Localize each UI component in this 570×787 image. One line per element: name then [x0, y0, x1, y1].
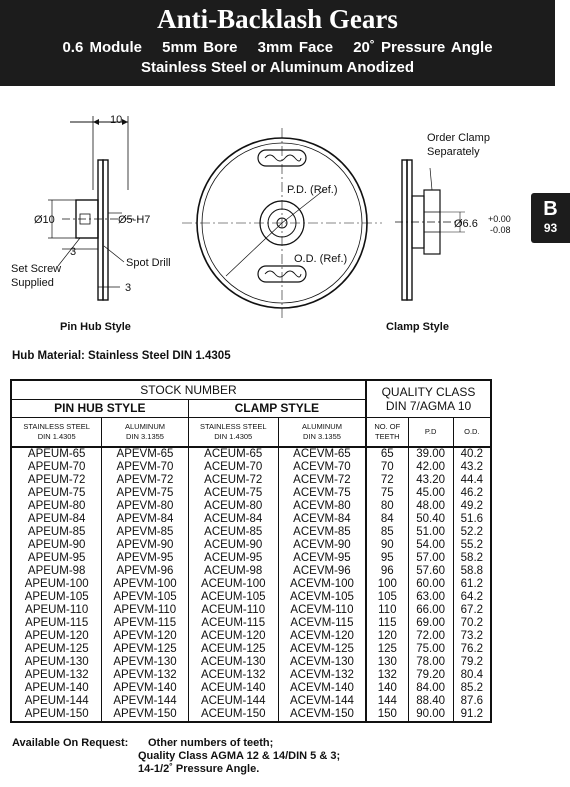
pitch-diameter: 69.00 — [408, 617, 453, 630]
table-row — [11, 578, 491, 591]
ss-clamp-part: ACEUM-115 — [188, 617, 278, 630]
availability-line-2: Quality Class AGMA 12 & 14/DIN 5 & 3; — [138, 750, 341, 762]
al-pin-part: APEVM-84 — [102, 513, 188, 526]
ss-clamp-part: ACEUM-90 — [188, 539, 278, 552]
table-row — [11, 669, 491, 682]
ss-clamp-part: ACEUM-140 — [188, 682, 278, 695]
pitch-diameter: 39.00 — [408, 447, 453, 461]
outside-diameter: 79.2 — [453, 656, 491, 669]
table-row — [11, 630, 491, 643]
teeth-count: 84 — [366, 513, 408, 526]
al-clamp-part: ACEVM-75 — [278, 487, 366, 500]
al-clamp-part: ACEVM-144 — [278, 695, 366, 708]
ss-clamp-part: ACEUM-98 — [188, 565, 278, 578]
col-teeth — [366, 418, 408, 448]
ss-clamp-part: ACEUM-72 — [188, 474, 278, 487]
pitch-diameter: 79.20 — [408, 669, 453, 682]
col-al-clamp-line-2: DIN 3.1355 — [302, 432, 341, 441]
col-teeth-line-1: NO. OF — [374, 422, 401, 431]
table-row — [11, 591, 491, 604]
table-row — [11, 643, 491, 656]
outside-diameter: 40.2 — [453, 447, 491, 461]
ss-clamp-part: ACEUM-130 — [188, 656, 278, 669]
ss-pin-part: APEUM-75 — [27, 487, 86, 499]
al-pin-part: APEVM-100 — [102, 578, 188, 591]
ss-pin-part: APEUM-72 — [27, 474, 86, 486]
availability-line-1: Other numbers of teeth; — [148, 737, 274, 749]
ss-pin-part: APEUM-98 — [27, 565, 86, 577]
al-clamp-part: ACEVM-105 — [278, 591, 366, 604]
table-row — [11, 474, 491, 487]
availability-note — [12, 737, 340, 776]
page-title: Anti-Backlash Gears — [157, 4, 398, 34]
al-clamp-part: ACEVM-125 — [278, 643, 366, 656]
al-clamp-part: ACEVM-70 — [278, 461, 366, 474]
ss-pin-part: APEUM-110 — [25, 604, 89, 616]
dim-clamp-diameter: Ø6.6 — [454, 218, 478, 230]
ss-pin-part: APEUM-132 — [24, 669, 89, 681]
table-row — [11, 604, 491, 617]
col-ss-pin — [11, 418, 102, 448]
pitch-diameter: 78.00 — [408, 656, 453, 669]
table-row — [11, 552, 491, 565]
al-clamp-part: ACEVM-110 — [278, 604, 366, 617]
table-row — [11, 513, 491, 526]
ss-pin-part: APEUM-115 — [25, 617, 89, 629]
outside-diameter: 70.2 — [453, 617, 491, 630]
ss-pin-part: APEUM-65 — [27, 448, 86, 460]
col-teeth-line-2: TEETH — [375, 432, 400, 441]
page-header — [0, 0, 555, 86]
table-row — [11, 526, 491, 539]
teeth-count: 105 — [366, 591, 408, 604]
dim-face-3: 3 — [125, 282, 132, 294]
table-row — [11, 617, 491, 630]
pitch-diameter: 57.60 — [408, 565, 453, 578]
al-pin-part: APEVM-65 — [102, 447, 188, 461]
al-pin-part: APEVM-75 — [102, 487, 188, 500]
pitch-diameter: 90.00 — [408, 708, 453, 722]
table-row — [11, 447, 491, 461]
al-clamp-part: ACEVM-72 — [278, 474, 366, 487]
al-clamp-part: ACEVM-96 — [278, 565, 366, 578]
ss-pin-part: APEUM-105 — [24, 591, 89, 603]
al-pin-part: APEVM-150 — [102, 708, 188, 722]
al-clamp-part: ACEVM-150 — [278, 708, 366, 722]
teeth-count: 70 — [366, 461, 408, 474]
outside-diameter-ref: O.D. (Ref.) — [294, 253, 348, 265]
ss-clamp-part: ACEUM-80 — [188, 500, 278, 513]
outside-diameter: 58.2 — [453, 552, 491, 565]
clamp-caption: Clamp Style — [386, 321, 449, 333]
outside-diameter: 85.2 — [453, 682, 491, 695]
ss-clamp-part: ACEUM-84 — [188, 513, 278, 526]
clamp-style-header: CLAMP STYLE — [188, 400, 366, 418]
outside-diameter: 87.6 — [453, 695, 491, 708]
spec-pressure-angle: 20˚ Pressure Angle — [353, 39, 493, 56]
col-al-clamp — [278, 418, 366, 448]
col-ss-clamp-line-2: DIN 1.4305 — [214, 432, 253, 441]
teeth-count: 75 — [366, 487, 408, 500]
section-letter: B — [543, 198, 558, 220]
outside-diameter: 91.2 — [453, 708, 491, 722]
outside-diameter: 67.2 — [453, 604, 491, 617]
pitch-diameter: 88.40 — [408, 695, 453, 708]
teeth-count: 120 — [366, 630, 408, 643]
table-row — [11, 708, 491, 722]
ss-pin-part: APEUM-70 — [27, 461, 86, 473]
pitch-diameter: 45.00 — [408, 487, 453, 500]
stock-table-body — [11, 447, 491, 722]
outside-diameter: 58.8 — [453, 565, 491, 578]
outside-diameter: 52.2 — [453, 526, 491, 539]
quality-class-line-1: QUALITY CLASS — [381, 385, 476, 399]
ss-clamp-part: ACEUM-70 — [188, 461, 278, 474]
table-row — [11, 695, 491, 708]
col-pd: P.D — [408, 418, 453, 448]
outside-diameter: 55.2 — [453, 539, 491, 552]
ss-pin-part: APEUM-140 — [24, 682, 89, 694]
outside-diameter: 43.2 — [453, 461, 491, 474]
outside-diameter: 73.2 — [453, 630, 491, 643]
col-ss-clamp-line-1: STAINLESS STEEL — [199, 422, 267, 431]
outside-diameter: 44.4 — [453, 474, 491, 487]
teeth-count: 90 — [366, 539, 408, 552]
dim-hub-diameter: Ø10 — [34, 214, 55, 226]
quality-class-header — [366, 380, 491, 418]
ss-clamp-part: ACEUM-110 — [188, 604, 278, 617]
col-ss-clamp — [188, 418, 278, 448]
al-pin-part: APEVM-130 — [102, 656, 188, 669]
al-clamp-part: ACEVM-85 — [278, 526, 366, 539]
al-pin-part: APEVM-95 — [102, 552, 188, 565]
ss-clamp-part: ACEUM-85 — [188, 526, 278, 539]
pitch-diameter: 75.00 — [408, 643, 453, 656]
ss-pin-part: APEUM-120 — [24, 630, 89, 642]
table-row — [11, 461, 491, 474]
ss-pin-part: APEUM-125 — [24, 643, 89, 655]
al-clamp-part: ACEVM-140 — [278, 682, 366, 695]
al-pin-part: APEVM-140 — [102, 682, 188, 695]
teeth-count: 95 — [366, 552, 408, 565]
dim-width-10: 10 — [110, 114, 123, 126]
teeth-count: 96 — [366, 565, 408, 578]
outside-diameter: 51.6 — [453, 513, 491, 526]
spot-drill-label: Spot Drill — [126, 257, 171, 269]
al-pin-part: APEVM-110 — [102, 604, 188, 617]
ss-pin-part: APEUM-144 — [24, 695, 89, 707]
set-screw-line-2: Supplied — [11, 277, 54, 289]
order-clamp-line-1: Order Clamp — [427, 132, 490, 144]
page-number: 93 — [543, 221, 558, 235]
pitch-diameter: 72.00 — [408, 630, 453, 643]
technical-drawing — [0, 96, 570, 346]
outside-diameter: 61.2 — [453, 578, 491, 591]
al-pin-part: APEVM-80 — [102, 500, 188, 513]
pitch-diameter: 50.40 — [408, 513, 453, 526]
table-row — [11, 656, 491, 669]
set-screw-line-1: Set Screw — [11, 263, 62, 275]
spec-face: 3mm Face — [257, 39, 334, 56]
al-clamp-part: ACEVM-95 — [278, 552, 366, 565]
hub-material-note: Hub Material: Stainless Steel DIN 1.4305 — [12, 350, 231, 362]
col-od: O.D. — [453, 418, 491, 448]
dim-bore: Ø5-H7 — [118, 214, 151, 226]
pitch-diameter: 43.20 — [408, 474, 453, 487]
al-pin-part: APEVM-96 — [102, 565, 188, 578]
pitch-diameter-ref: P.D. (Ref.) — [287, 184, 338, 196]
outside-diameter: 49.2 — [453, 500, 491, 513]
quality-class-line-2: DIN 7/AGMA 10 — [385, 399, 472, 413]
ss-clamp-part: ACEUM-95 — [188, 552, 278, 565]
teeth-count: 125 — [366, 643, 408, 656]
ss-pin-part: APEUM-85 — [27, 526, 86, 538]
al-clamp-part: ACEVM-100 — [278, 578, 366, 591]
teeth-count: 115 — [366, 617, 408, 630]
teeth-count: 72 — [366, 474, 408, 487]
ss-clamp-part: ACEUM-144 — [188, 695, 278, 708]
al-pin-part: APEVM-125 — [102, 643, 188, 656]
col-al-clamp-line-1: ALUMINUM — [301, 422, 342, 431]
al-pin-part: APEVM-70 — [102, 461, 188, 474]
al-clamp-part: ACEVM-84 — [278, 513, 366, 526]
al-pin-part: APEVM-120 — [102, 630, 188, 643]
pitch-diameter: 84.00 — [408, 682, 453, 695]
ss-pin-part: APEUM-90 — [27, 539, 86, 551]
al-pin-part: APEVM-132 — [102, 669, 188, 682]
teeth-count: 110 — [366, 604, 408, 617]
al-clamp-part: ACEVM-65 — [278, 447, 366, 461]
ss-clamp-part: ACEUM-105 — [188, 591, 278, 604]
ss-pin-part: APEUM-84 — [27, 513, 86, 525]
teeth-count: 80 — [366, 500, 408, 513]
teeth-count: 85 — [366, 526, 408, 539]
outside-diameter: 64.2 — [453, 591, 491, 604]
teeth-count: 150 — [366, 708, 408, 722]
pitch-diameter: 63.00 — [408, 591, 453, 604]
ss-pin-part: APEUM-130 — [24, 656, 89, 668]
teeth-count: 130 — [366, 656, 408, 669]
ss-clamp-part: ACEUM-132 — [188, 669, 278, 682]
al-pin-part: APEVM-72 — [102, 474, 188, 487]
ss-clamp-part: ACEUM-125 — [188, 643, 278, 656]
order-clamp-line-2: Separately — [427, 146, 480, 158]
teeth-count: 144 — [366, 695, 408, 708]
al-pin-part: APEVM-115 — [102, 617, 188, 630]
col-al-pin — [102, 418, 188, 448]
teeth-count: 65 — [366, 447, 408, 461]
ss-pin-part: APEUM-95 — [27, 552, 86, 564]
pitch-diameter: 48.00 — [408, 500, 453, 513]
col-al-pin-line-1: ALUMINUM — [124, 422, 165, 431]
al-pin-part: APEVM-85 — [102, 526, 188, 539]
pitch-diameter: 51.00 — [408, 526, 453, 539]
al-pin-part: APEVM-144 — [102, 695, 188, 708]
pin-hub-side-view — [11, 114, 171, 333]
al-clamp-part: ACEVM-80 — [278, 500, 366, 513]
ss-clamp-part: ACEUM-65 — [188, 447, 278, 461]
outside-diameter: 80.4 — [453, 669, 491, 682]
teeth-count: 100 — [366, 578, 408, 591]
availability-label: Available On Request: — [12, 737, 129, 749]
pin-hub-caption: Pin Hub Style — [60, 321, 131, 333]
table-row — [11, 682, 491, 695]
col-al-pin-line-2: DIN 3.1355 — [126, 432, 164, 441]
spec-bore: 5mm Bore — [162, 39, 238, 56]
ss-pin-part: APEUM-80 — [27, 500, 86, 512]
col-ss-pin-line-1: STAINLESS STEEL — [23, 422, 90, 431]
pitch-diameter: 57.00 — [408, 552, 453, 565]
al-clamp-part: ACEVM-132 — [278, 669, 366, 682]
pitch-diameter: 60.00 — [408, 578, 453, 591]
stock-number-header: STOCK NUMBER — [11, 380, 366, 400]
al-clamp-part: ACEVM-90 — [278, 539, 366, 552]
pin-hub-style-header: PIN HUB STYLE — [11, 400, 188, 418]
pitch-diameter: 42.00 — [408, 461, 453, 474]
material-line: Stainless Steel or Aluminum Anodized — [140, 59, 415, 76]
col-ss-pin-line-2: DIN 1.4305 — [37, 432, 76, 441]
al-clamp-part: ACEVM-115 — [278, 617, 366, 630]
ss-clamp-part: ACEUM-120 — [188, 630, 278, 643]
table-row — [11, 539, 491, 552]
clamp-side-view — [386, 132, 511, 333]
pitch-diameter: 66.00 — [408, 604, 453, 617]
al-clamp-part: ACEVM-120 — [278, 630, 366, 643]
pitch-diameter: 54.00 — [408, 539, 453, 552]
al-pin-part: APEVM-105 — [102, 591, 188, 604]
outside-diameter: 46.2 — [453, 487, 491, 500]
al-clamp-part: ACEVM-130 — [278, 656, 366, 669]
al-pin-part: APEVM-90 — [102, 539, 188, 552]
outside-diameter: 76.2 — [453, 643, 491, 656]
ss-pin-part: APEUM-100 — [24, 578, 89, 590]
stock-table — [10, 379, 492, 723]
spec-line — [0, 38, 555, 58]
dim-hub-3: 3 — [70, 246, 77, 258]
tolerance-plus: +0.00 — [488, 214, 511, 224]
tolerance-minus: -0.08 — [490, 225, 511, 235]
ss-clamp-part: ACEUM-100 — [188, 578, 278, 591]
ss-clamp-part: ACEUM-75 — [188, 487, 278, 500]
ss-clamp-part: ACEUM-150 — [188, 708, 278, 722]
teeth-count: 140 — [366, 682, 408, 695]
table-row — [11, 565, 491, 578]
gear-front-view — [182, 128, 382, 318]
table-row — [11, 487, 491, 500]
availability-line-3: 14-1/2˚ Pressure Angle. — [138, 763, 260, 775]
spec-module: 0.6 Module — [62, 39, 142, 56]
table-row — [11, 500, 491, 513]
ss-pin-part: APEUM-150 — [24, 708, 89, 720]
teeth-count: 132 — [366, 669, 408, 682]
